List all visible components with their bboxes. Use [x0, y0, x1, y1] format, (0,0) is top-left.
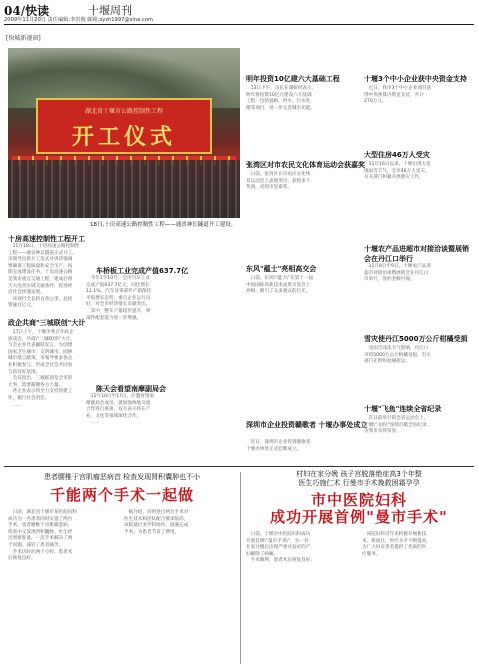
header-divider — [4, 24, 474, 25]
ceremony-photo — [8, 48, 240, 218]
bottom-left-title: 千能两个手术一起做 — [49, 486, 194, 504]
headline-topright-1: 明年投资10亿建六大基础工程 — [246, 75, 340, 83]
headline-right-4: 雪灾使丹江5000万公斤柑橘受损 — [364, 335, 468, 343]
publication-brand: 十堰周刊 — [88, 4, 132, 17]
article-right-3: 11月8日至9日，十堰农产品进 超市对接洽谈暨展销会在丹江口 市举行，签约金额可观。 — [364, 264, 431, 283]
article-mid-2: 11月10日至17日，应邀看望南 摩副局会成员，就加强两地交流 合作进行座谈，双方表示将在产 业、文化等领域深化合作。 …… — [86, 394, 155, 426]
bottom-left-subtitle: 患者腰椎于宫肌瘤恶病首 检查发现肾积囊肿也不小 — [43, 473, 201, 481]
photo-caption: 18日,十房高速公路控制性工程——通省神长隧道开工建设。 — [90, 222, 237, 228]
headline-right-3: 十堰农产品进超市对接洽谈暨展销会在丹江口举行 — [364, 245, 469, 263]
article-left-2: 17日上午，十堰市委召开政企 座谈会，共商\"三城联创\"大计。 与会企业代表踊跃发言，为创建 国家卫生城市、文明城市、园林 城市建言献策。市领导要求各企 业积极参与，形成全社会共同参 与的良好氛围。 会议指出，三城联创是全市的 大事，需要凝聚各方力量。 各企业表示将全力支持创建工 作，履行社会责任。 …… — [8, 330, 76, 408]
headline-right-1: 十堰3个中小企业获中央资金支持 — [364, 75, 467, 83]
headline-mid-2: 陈天会看望南摩副局会 — [96, 385, 166, 393]
bottom-right-subtitle: 村妇在家分娩 孩子宫脱落绝症高3个年整 医生巧施仁术 行曼市手术挽救困霜孕孕 — [296, 470, 422, 487]
headline-right-5: 十堰"飞鱼"连续全省纪录 — [364, 405, 442, 413]
headline-left-1: 十房高速控制性工程开工 — [8, 235, 85, 243]
bottom-vertical-divider — [240, 472, 241, 664]
article-mid-1: 今年1至10月，全市汽车工业 完成产值637.7亿元，同比增长 12.1%。汽车及零部件产销保持 平稳增长态势，重点企业运行良 好，对全市经济增长贡献突出。 其中，整车产量稳步提升，零 部件配套能力进一步增强。 — [86, 276, 152, 321]
article-bottom-right-b: 该院妇科近年来积极开展新技 术、新项目，医疗水平不断提高， 为广大妇女患者提供了优质的医 疗服务。 — [362, 532, 431, 557]
article-right-4: 受雨雪冰冻天气影响，丹江口 市约5000万公斤柑橘受损，有关 部门正组织抢摘抢运。 — [364, 346, 431, 365]
headline-mid-1: 车桥板工业完成产值637.7亿 — [96, 267, 189, 275]
ceremony-banner: 湖北省十堰市公路控制性工程 开工仪式 — [36, 98, 212, 154]
headline-right-2: 大型住房46万人受灾 — [364, 151, 430, 159]
page-number: 04/快读 — [4, 4, 50, 18]
headline-topright-2: 张湾区对市农民文化体育运动会获嘉奖 — [246, 161, 365, 169]
article-bottom-right-a: 日前，十堰市中医院妇科成功 开展首例\"曼市手术\"，为一名 在家分娩后出现严重并发症的产 妇解除了病痛。 手术顺利，患者术后恢复良好。 — [246, 532, 315, 564]
headline-topright-4: 深圳市企业投资赣歌者 十堰办事处成立 — [246, 421, 368, 429]
bottom-divider — [4, 466, 474, 467]
article-topright-4: 近日，深圳市企业投资赣歌者 十堰办事处正式挂牌成立。 — [246, 440, 311, 452]
article-right-1: 近日，我市3个中小企业项目获 得中央预算内资金支持，共计 270万元。 — [364, 86, 432, 105]
article-right-2: 11月16日以来，十堰出现大范 围雨雪天气，全市46万人受灾， 有关部门积极开展救灾工作。 — [364, 162, 431, 181]
article-topright-3: 日前，东风\"蕴士\"在第十一届 中国国际高新技术成果交易会上 亮相，吸引了众多观众的目光。 — [246, 276, 314, 295]
article-topright-2: 日前，张湾区在市农民文化体 育运动会上表现突出，获得多个 奖项，受到市里嘉奖。 — [246, 172, 311, 191]
article-bottom-left-a: 日前，湖北省十堰市某医院妇科 成功为一名患者同时实施了两台 手术，患者腰椎于宫肌瘤恶病， 检查中又发现肾积囊肿。医生经 过周密准备，一次手术解决了两 个问题，减轻了患者痛苦。 手术历时约两个小时，患者术 后恢复良好。 — [8, 510, 77, 562]
article-topright-1: 13日下午，市长在调研时表示， 明年将投资10亿元建设六大基础 工程，包括道路、供水、污水处 理等项目，进一步完善城市功能。 — [246, 86, 317, 111]
bottom-right-title: 市中医院妇科 成功开展首例"曼市手术" — [270, 491, 448, 526]
article-right-5: 在日前举行的全省运动会上， 十堰\"飞鱼\"连续打破全省纪录， 为我市争得荣誉。 — [364, 416, 432, 435]
headline-left-2: 政企共商"三城联创"大计 — [8, 319, 86, 327]
page-header — [4, 2, 474, 26]
issue-meta: 2009年11月20日 责任编辑:李洪俊 邮箱:syzh1997@sina.com — [4, 17, 153, 23]
section-tag: [快城新视窗] — [6, 35, 41, 42]
article-left-1: 11月18日，十房高速公路控制性 工程——通省神长隧道正式开工。 市领导出席开工仪式并讲话强调 要确保工程质量和安全生产，按 期完成建设任务。十房高速公路 是我市重点交通工程，建成后将 大大改善区域交通条件，促进经 济社会快速发展。 该项目全长约百余公里，总投 资逾百亿元。 — [8, 244, 80, 309]
headline-topright-3: 东风"蕴士"亮相高交会 — [246, 265, 317, 273]
article-bottom-left-b: 据介绍，同时进行两台手术对 医生技术和团队配合要求很高， 该院通过多学科协作，圆满完成 手术，为患者节省了费用。 — [124, 510, 189, 535]
